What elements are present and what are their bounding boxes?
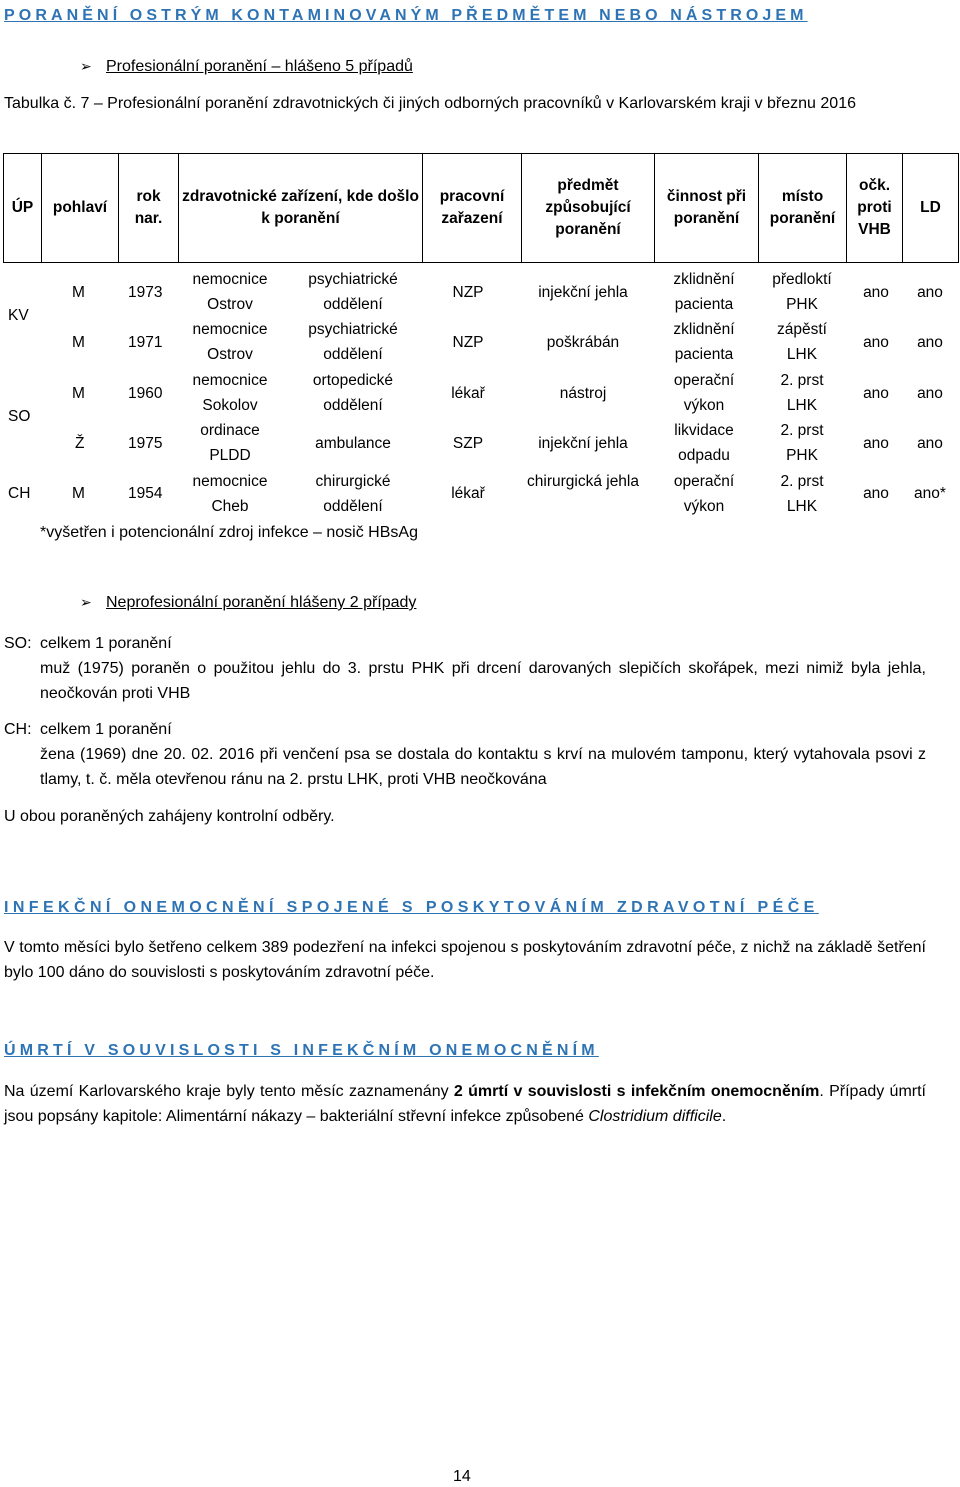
nonprof-summary: U obou poraněných zahájeny kontrolní odběry. [4,808,335,825]
header-ld: LD [903,154,959,263]
arrow-bullet-icon: ➢ [80,58,92,74]
cell-ld: ano [917,284,943,301]
cell-position: SZP [452,435,484,452]
cell-activity: zklidnění pacienta [673,271,735,313]
table-caption: Tabulka č. 7 – Profesionální poranění zdravotnických či jiných odborných pracovníků v Karlovarském kraji v březnu 2016 [4,95,856,112]
cell-dept: chirurgické oddělení [315,473,391,515]
cell-dept: psychiatrické oddělení [308,271,398,313]
cell-vaccinated: ano [863,385,889,402]
section-heading-injury: PORANĚNÍ OSTRÝM KONTAMINOVANÝM PŘEDMĚTEM NEBO NÁSTROJEM [4,7,808,24]
cell-activity: operační výkon [673,473,735,515]
cell-year: 1960 [128,385,163,402]
cell-ld: ano [917,435,943,452]
cell-vaccinated: ano [863,435,889,452]
so-description: muž (1975) poraněn o použitou jehlu do 3. prstu PHK při drcení darovaných slepičích skořápek, mezi nimiž byla jehla, neočkován proti VHB [40,660,926,702]
cell-place: 2. prst LHK [780,473,824,515]
header-object: předmět způsobující poranění [522,154,655,263]
header-up: ÚP [4,154,42,263]
section-hai-text: V tomto měsíci bylo šetřeno celkem 389 podezření na infekci spojenou s poskytováním zdravotní péče, z nichž na základě šetření bylo 100 dáno do souvislosti s poskytováním zdravotní péče. [4,939,926,981]
bullet-nonprofessional-text: Neprofesionální poranění hlášeny 2 případy [106,594,417,611]
arrow-bullet-icon: ➢ [80,594,92,610]
cell-vaccinated: ano [863,284,889,301]
header-place: místo poranění [759,154,847,263]
cell-sex: Ž [75,435,85,452]
cell-sex: M [72,385,85,402]
region-so: SO [8,408,31,425]
cell-vaccinated: ano [863,485,889,502]
cell-ld: ano [917,385,943,402]
ch-label: CH: [4,721,32,738]
cell-activity: zklidnění pacienta [673,321,735,363]
header-vaccinated: očk. proti VHB [847,154,903,263]
cell-position: lékař [451,485,485,502]
cell-year: 1954 [128,485,163,502]
cell-position: lékař [451,385,485,402]
cell-place: předloktí PHK [772,271,832,313]
section-heading-deaths: ÚMRTÍ V SOUVISLOSTI S INFEKČNÍM ONEMOCNĚNÍM [4,1042,599,1059]
cell-year: 1975 [128,435,163,452]
page-number: 14 [453,1468,471,1485]
ch-description: žena (1969) dne 20. 02. 2016 při venčení psa se dostala do kontaktu s krví na mulovém tamponu, který vytahovala psovi z tlamy, t. č. měla otevřenou ránu na 2. prstu LHK, proti VHB neočkována [40,746,926,788]
section-heading-hai: INFEKČNÍ ONEMOCNĚNÍ SPOJENÉ S POSKYTOVÁNÍM ZDRAVOTNÍ PÉČE [4,899,819,916]
cell-object: injekční jehla [538,435,628,452]
region-kv: KV [8,307,29,324]
cell-position: NZP [452,334,484,351]
region-ch: CH [8,485,31,502]
cell-place: zápěstí LHK [777,321,827,363]
cell-activity: operační výkon [673,372,735,414]
cell-activity: likvidace odpadu [674,422,734,464]
header-year: rok nar. [119,154,179,263]
cell-dept: psychiatrické oddělení [308,321,398,363]
cell-year: 1973 [128,284,163,301]
header-facility: zdravotnické zařízení, kde došlo k poranění [179,154,423,263]
cell-object: injekční jehla [538,284,628,301]
cell-sex: M [72,334,85,351]
cell-facility: nemocnice Sokolov [192,372,268,414]
cell-place: 2. prst PHK [780,422,824,464]
cell-vaccinated: ano [863,334,889,351]
cell-facility: nemocnice Ostrov [192,321,268,363]
table-footnote: *vyšetřen i potencionální zdroj infekce – nosič HBsAg [40,524,418,541]
so-total: celkem 1 poranění [40,635,172,652]
cell-dept: ambulance [315,435,391,452]
cell-object: nástroj [559,385,607,402]
cell-sex: M [72,284,85,301]
so-label: SO: [4,635,32,652]
cell-ld: ano [917,334,943,351]
cell-ld: ano* [914,485,946,502]
table-header [3,153,959,263]
section-deaths-text: Na území Karlovarského kraje byly tento měsíc zaznamenány 2 úmrtí v souvislosti s infekčním onemocněním. Případy úmrtí jsou popsány kapitole: Alimentární nákazy – bakteriální střevní infekce způsobené Clostridium difficile. [4,1083,927,1125]
cell-place: 2. prst LHK [780,372,824,414]
cell-dept: ortopedické oddělení [312,372,394,414]
cell-position: NZP [452,284,484,301]
cell-year: 1971 [128,334,163,351]
bullet-professional-text: Profesionální poranění – hlášeno 5 případů [106,58,413,75]
cell-facility: ordinace PLDD [200,422,260,464]
bullet-nonprofessional [80,594,416,612]
cell-facility: nemocnice Cheb [192,473,268,515]
ch-total: celkem 1 poranění [40,721,172,738]
cell-sex: M [72,485,85,502]
header-position: pracovní zařazení [423,154,522,263]
header-activity: činnost při poranění [655,154,759,263]
cell-object: poškrábán [546,334,620,351]
header-sex: pohlaví [42,154,119,263]
bullet-professional [80,58,413,76]
cell-object: chirurgická jehla [527,473,639,490]
cell-facility: nemocnice Ostrov [192,271,268,313]
